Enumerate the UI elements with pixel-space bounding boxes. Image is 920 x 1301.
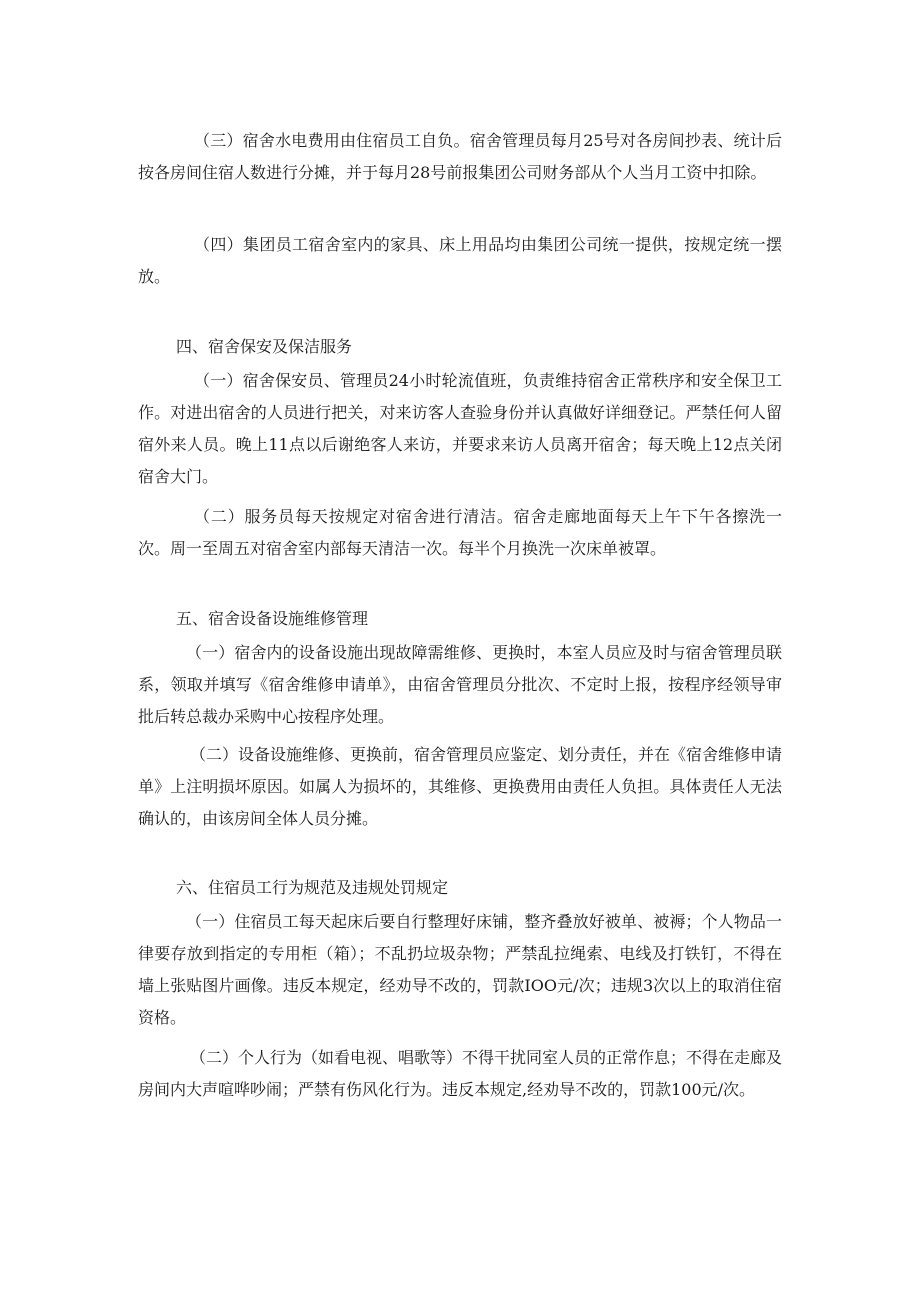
paragraph-water-electricity-fees: （三）宿舍水电费用由住宿员工自负。宿舍管理员每月25号对各房间抄表、统计后按各房间住宿人数进行分摊，并于每月28号前报集团公司财务部从个人当月工资中扣除。 xyxy=(138,131,782,182)
paragraph-security-duty: （一）宿舍保安员、管理员24小时轮流值班，负责维持宿舍正常秩序和安全保卫工作。对进出宿舍的人员进行把关，对来访客人查验身份并认真做好详细登记。严禁任何人留宿外来人员。晚上11点以后谢绝客人来访，并要求来访人员离开宿舍；每天晚上12点关闭宿舍大门。 xyxy=(138,371,782,486)
paragraph-cleaning-service: （二）服务员每天按规定对宿舍进行清洁。宿舍走廊地面每天上午下午各擦洗一次。周一至周五对宿舍室内部每天清洁一次。每半个月换洗一次床单被罩。 xyxy=(138,507,782,558)
paragraph-repair-responsibility: （二）设备设施维修、更换前，宿舍管理员应鉴定、划分责任，并在《宿舍维修申请单》上注明损坏原因。如属人为损坏的，其维修、更换费用由责任人负担。具体责任人无法确认的，由该房间全体人员分摊。 xyxy=(138,745,783,828)
section-heading-maintenance: 五、宿舍设备设施维修管理 xyxy=(176,609,369,628)
paragraph-personal-behavior: （二）个人行为（如看电视、唱歌等）不得干扰同室人员的正常作息；不得在走廊及房间内大声喧哗吵闹；严禁有伤风化行为。违反本规定,经劝导不改的，罚款100元/次。 xyxy=(138,1048,783,1099)
section-heading-security-cleaning: 四、宿舍保安及保洁服务 xyxy=(176,337,353,356)
paragraph-repair-request: （一）宿舍内的设备设施出现故障需维修、更换时，本室人员应及时与宿舍管理员联系，领取并填写《宿舍维修申请单》，由宿舍管理员分批次、不定时上报，按程序经领导审批后转总裁办采购中心按程序处理。 xyxy=(138,643,782,726)
paragraph-room-tidiness: （一）住宿员工每天起床后要自行整理好床铺，整齐叠放好被单、被褥；个人物品一律要存放到指定的专用柜（箱）；不乱扔垃圾杂物；严禁乱拉绳索、电线及打铁钉，不得在墙上张贴图片画像。违反本规定，经劝导不改的，罚款IOO元/次；违规3次以上的取消住宿资格。 xyxy=(138,912,782,1027)
section-heading-conduct-penalties: 六、住宿员工行为规范及违规处罚规定 xyxy=(176,878,449,897)
paragraph-furniture-bedding: （四）集团员工宿舍室内的家具、床上用品均由集团公司统一提供，按规定统一摆放。 xyxy=(138,235,782,286)
